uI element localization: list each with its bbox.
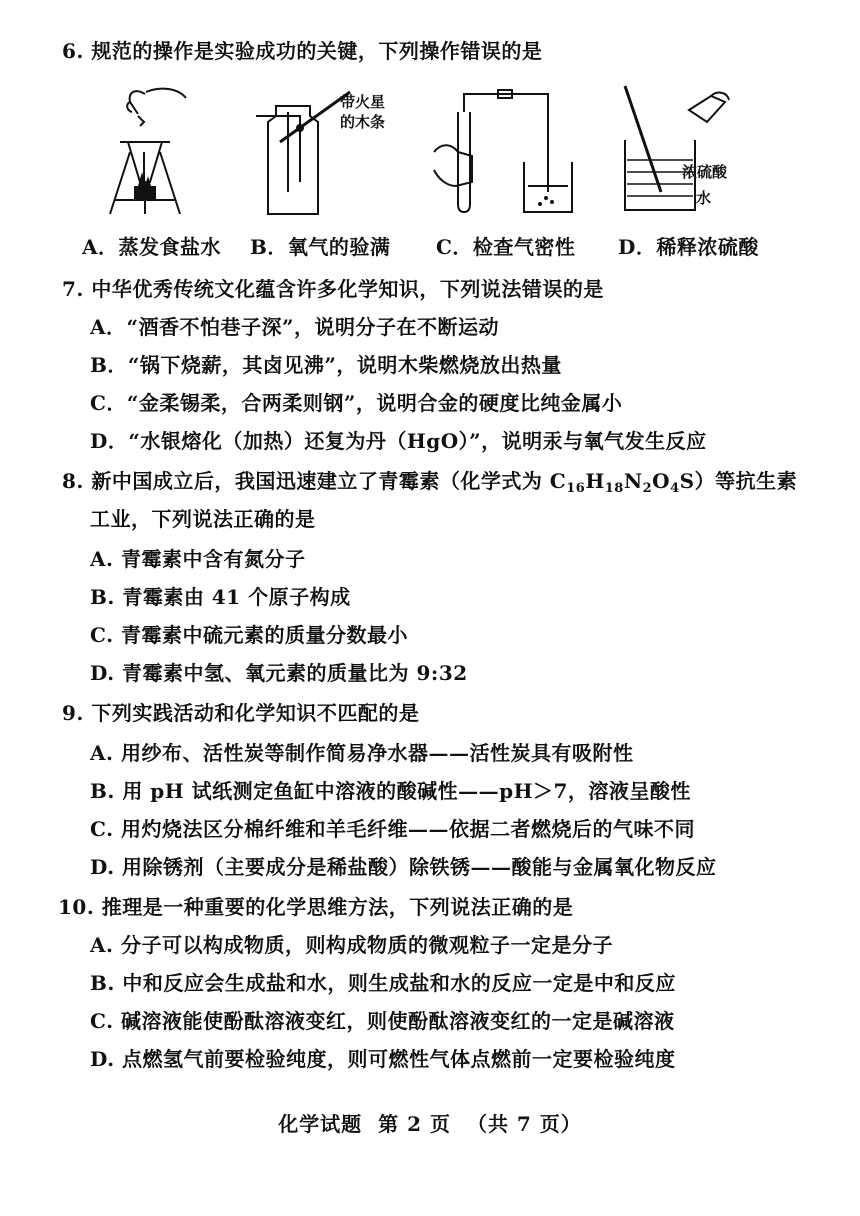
airtightness-check-figure <box>428 82 578 222</box>
option-6d: D．稀释浓硫酸 <box>618 235 759 259</box>
option-8d: D. 青霉素中氢、氧元素的质量比为 9:32 <box>90 661 468 685</box>
glowing-stick-label: 带火星 的木条 <box>340 93 386 131</box>
option-8a: A. 青霉素中含有氮分子 <box>90 547 306 571</box>
option-8c: C. 青霉素中硫元素的质量分数最小 <box>90 623 408 647</box>
option-10d: D. 点燃氢气前要检验纯度，则可燃性气体点燃前一定要检验纯度 <box>90 1047 676 1071</box>
option-9b: B. 用 pH 试纸测定鱼缸中溶液的酸碱性——pH＞7，溶液呈酸性 <box>90 779 691 803</box>
dilution-apparatus-figure <box>615 82 735 222</box>
question-9-stem: 9. 下列实践活动和化学知识不匹配的是 <box>62 701 420 725</box>
option-10c: C. 碱溶液能使酚酞溶液变红，则使酚酞溶液变红的一定是碱溶液 <box>90 1009 675 1033</box>
option-9c: C. 用灼烧法区分棉纤维和羊毛纤维——依据二者燃烧后的气味不同 <box>90 817 695 841</box>
page-footer <box>0 1108 860 1137</box>
option-6a: A．蒸发食盐水 <box>82 235 222 259</box>
footer-page-number: 第 2 页 <box>378 1112 451 1136</box>
option-8b: B. 青霉素由 41 个原子构成 <box>90 585 351 609</box>
option-7b: B．“锅下烧薪，其卤见沸”，说明木柴燃烧放出热量 <box>90 353 562 377</box>
option-10a: A. 分子可以构成物质，则构成物质的微观粒子一定是分子 <box>90 933 613 957</box>
option-10b: B. 中和反应会生成盐和水，则生成盐和水的反应一定是中和反应 <box>90 971 676 995</box>
acid-label: 浓硫酸 <box>682 163 728 181</box>
question-10-stem: 10. 推理是一种重要的化学思维方法，下列说法正确的是 <box>58 895 574 919</box>
question-8-stem-line2: 工业，下列说法正确的是 <box>90 507 316 531</box>
option-9a: A. 用纱布、活性炭等制作简易净水器——活性炭具有吸附性 <box>90 741 634 765</box>
option-6b: B．氧气的验满 <box>250 235 391 259</box>
water-label: 水 <box>696 189 712 207</box>
option-7d: D．“水银熔化（加热）还复为丹（HgO）”，说明汞与氧气发生反应 <box>90 429 707 453</box>
option-9d: D. 用除锈剂（主要成分是稀盐酸）除铁锈——酸能与金属氧化物反应 <box>90 855 717 879</box>
question-7-stem: 7. 中华优秀传统文化蕴含许多化学知识，下列说法错误的是 <box>62 277 604 301</box>
option-7c: C．“金柔锡柔，合两柔则钢”，说明合金的硬度比纯金属小 <box>90 391 623 415</box>
evaporation-apparatus-figure <box>90 82 200 222</box>
option-6c: C．检查气密性 <box>436 235 576 259</box>
question-6-figures <box>90 82 790 222</box>
footer-total-pages: （共 7 页） <box>466 1112 582 1136</box>
question-8-stem: 8. 新中国成立后，我国迅速建立了青霉素（化学式为 $C_{16}H_{18}N_2O_4S$）等抗生素 <box>62 469 798 496</box>
footer-subject: 化学试题 <box>278 1112 363 1136</box>
option-7a: A．“酒香不怕巷子深”，说明分子在不断运动 <box>90 315 500 339</box>
question-6-stem: 6. 规范的操作是实验成功的关键，下列操作错误的是 <box>62 39 543 63</box>
